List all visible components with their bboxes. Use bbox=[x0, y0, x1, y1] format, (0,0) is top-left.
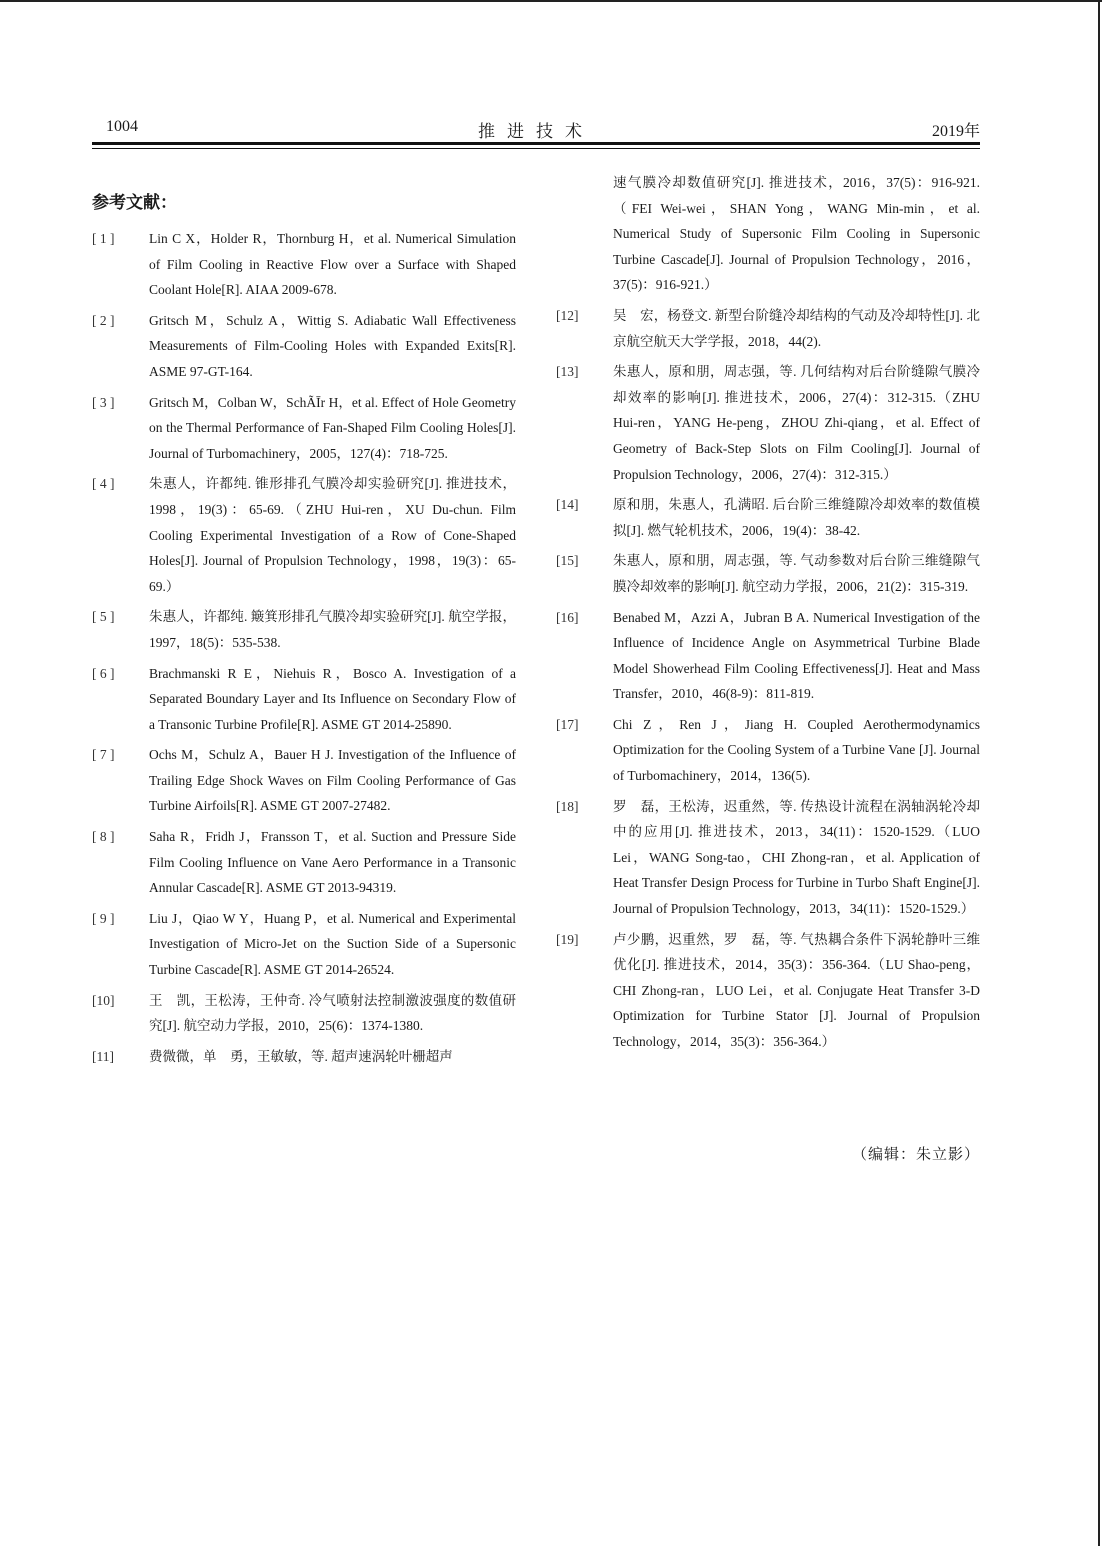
reference-number: [ 9 ] bbox=[92, 910, 115, 926]
page-number: 1004 bbox=[106, 118, 138, 135]
reference-text: 朱惠人，原和朋，周志强，等. 气动参数对后台阶三维缝隙气膜冷却效率的影响[J]. 航空动力学报，2006，21(2)：315-319. bbox=[613, 553, 980, 594]
reference-number: [ 3 ] bbox=[92, 394, 115, 410]
reference-text: 费微微，单 勇，王敏敏，等. 超声速涡轮叶栅超声 bbox=[149, 1048, 453, 1064]
reference-item bbox=[92, 604, 516, 655]
reference-number: [16] bbox=[556, 609, 579, 625]
reference-number: [17] bbox=[556, 716, 579, 732]
page-header bbox=[92, 116, 980, 142]
references-right-column bbox=[556, 170, 980, 1060]
reference-text: Saha R，Fridh J，Fransson T，et al. Suction and Pressure Side Film Cooling Influence on Vane Aero Performance in a Transonic Annular Cascade[R]. ASME GT 2013-94319. bbox=[149, 829, 516, 896]
reference-item bbox=[92, 471, 516, 599]
reference-text: Gritsch M，Schulz A，Wittig S. Adiabatic Wall Effectiveness Measurements of Film-Cooling Holes with Expanded Exits[R]. ASME 97-GT-164. bbox=[149, 312, 516, 379]
references-left-column bbox=[92, 226, 516, 1074]
reference-text: Gritsch M，Colban W，SchÃĪr H，et al. Effect of Hole Geometry on the Thermal Performance of Fan-Shaped Film Cooling Holes[J]. Journal of Turbomachinery，2005，127(4)：718-725. bbox=[149, 394, 516, 461]
reference-number: [11] bbox=[92, 1048, 114, 1064]
reference-item bbox=[556, 303, 980, 354]
reference-number: [12] bbox=[556, 307, 579, 323]
reference-item bbox=[556, 492, 980, 543]
reference-number: [14] bbox=[556, 497, 579, 513]
publication-year: 2019年 bbox=[931, 123, 980, 140]
reference-text: 罗 磊，王松涛，迟重然，等. 传热设计流程在涡轴涡轮冷却中的应用[J]. 推进技术，2013，34(11)：1520-1529.（LUO Lei，WANG Song-tao，CHI Zhong-ran，et al. Application of Heat Transfer Design Process for Turbine in Turbo Shaft Engine[J]. Journal of Propulsion Technology，2013，34(11)：1520-1529.） bbox=[613, 798, 980, 917]
reference-item bbox=[556, 927, 980, 1055]
reference-item bbox=[92, 390, 516, 467]
reference-item bbox=[92, 661, 516, 738]
reference-number: [15] bbox=[556, 553, 579, 569]
reference-number: [ 5 ] bbox=[92, 609, 115, 625]
editor-credit: （编辑：朱立影） bbox=[851, 1145, 980, 1163]
reference-item bbox=[92, 226, 516, 303]
reference-text: Benabed M，Azzi A，Jubran B A. Numerical Investigation of the Influence of Incidence Angle on Asymmetrical Turbine Blade Model Showerhead Film Cooling Effectiveness[J]. Heat and Mass Transfer，2010，46(8-9)：811-819. bbox=[613, 609, 980, 702]
reference-text: 王 凯，王松涛，王仲奇. 冷气喷射法控制激波强度的数值研究[J]. 航空动力学报，2010，25(6)：1374-1380. bbox=[149, 992, 516, 1034]
top-border-line bbox=[0, 0, 1102, 2]
reference-number: [ 2 ] bbox=[92, 312, 115, 328]
reference-text: 朱惠人，许都纯. 锥形排孔气膜冷却实验研究[J]. 推进技术，1998，19(3)：65-69.（ZHU Hui-ren，XU Du-chun. Film Cooling Experimental Investigation of a Row of Cone-Shaped Holes[J]. Journal of Propulsion Technology，1998，19(3)：65-69.） bbox=[149, 476, 516, 594]
reference-text: 原和朋，朱惠人，孔满昭. 后台阶三维缝隙冷却效率的数值模拟[J]. 燃气轮机技术，2006，19(4)：38-42. bbox=[613, 497, 980, 538]
journal-name: 推进技术 bbox=[478, 122, 594, 142]
reference-item bbox=[556, 548, 980, 599]
reference-item bbox=[92, 824, 516, 901]
reference-item bbox=[92, 988, 516, 1039]
reference-text: Lin C X，Holder R，Thornburg H，et al. Numerical Simulation of Film Cooling in Reactive Flow over a Surface with Shaped Coolant Hole[R]. AIAA 2009-678. bbox=[149, 231, 516, 298]
reference-text: Ochs M，Schulz A，Bauer H J. Investigation of the Influence of Trailing Edge Shock Waves on Film Cooling Performance of Gas Turbine Airfoils[R]. ASME GT 2007-27482. bbox=[149, 747, 516, 814]
reference-item bbox=[92, 1044, 516, 1070]
reference-number: [18] bbox=[556, 798, 579, 814]
reference-number: [ 8 ] bbox=[92, 829, 115, 845]
reference-item bbox=[556, 605, 980, 707]
reference-text: Chi Z，Ren J，Jiang H. Coupled Aerothermodynamics Optimization for the Cooling System of a Turbine Vane [J]. Journal of Turbomachinery，2014，136(5). bbox=[613, 716, 980, 784]
reference-item bbox=[556, 794, 980, 922]
reference-item bbox=[556, 712, 980, 789]
reference-item-continued bbox=[556, 170, 980, 298]
reference-number: [13] bbox=[556, 364, 579, 380]
reference-number: [ 1 ] bbox=[92, 231, 115, 246]
references-heading: 参考文献： bbox=[92, 193, 177, 213]
reference-item bbox=[92, 906, 516, 983]
right-border-line bbox=[1098, 0, 1100, 1546]
reference-text: 吴 宏，杨登文. 新型台阶缝冷却结构的气动及冷却特性[J]. 北京航空航天大学学报，2018，44(2). bbox=[613, 307, 980, 349]
reference-text: Brachmanski R E，Niehuis R，Bosco A. Investigation of a Separated Boundary Layer and Its Influence on Secondary Flow of a Transonic Turbine Profile[R]. ASME GT 2014-25890. bbox=[149, 665, 516, 732]
reference-number: [ 7 ] bbox=[92, 747, 115, 763]
reference-text: Liu J，Qiao W Y，Huang P，et al. Numerical and Experimental Investigation of Micro-Jet on the Suction Side of a Supersonic Turbine Cascade[R]. ASME GT 2014-26524. bbox=[149, 910, 516, 978]
header-rule-thick bbox=[92, 142, 980, 145]
reference-number: [19] bbox=[556, 931, 579, 947]
reference-number: [10] bbox=[92, 992, 115, 1008]
reference-text: 速气膜冷却数值研究[J]. 推进技术，2016，37(5)：916-921.（FEI Wei-wei，SHAN Yong，WANG Min-min，et al. Numerical Study of Supersonic Film Cooling in Supersonic Turbine Cascade[J]. Journal of Propulsion Technology，2016，37(5)：916-921.） bbox=[613, 175, 980, 293]
reference-item bbox=[92, 742, 516, 819]
header-rule-thin bbox=[92, 148, 980, 149]
reference-text: 朱惠人，许都纯. 簸箕形排孔气膜冷却实验研究[J]. 航空学报，1997，18(5)：535-538. bbox=[149, 609, 516, 650]
reference-text: 卢少鹏，迟重然，罗 磊，等. 气热耦合条件下涡轮静叶三维优化[J]. 推进技术，2014，35(3)：356-364.（LU Shao-peng，CHI Zhong-ran，LUO Lei，et al. Conjugate Heat Transfer 3-D Optimization for Turbine Stator [J]. Journal of Propulsion Technology，2014，35(3)：356-364.） bbox=[613, 931, 980, 1049]
reference-number: [ 4 ] bbox=[92, 476, 115, 492]
reference-number: [ 6 ] bbox=[92, 665, 115, 681]
reference-item bbox=[556, 359, 980, 487]
reference-text: 朱惠人，原和朋，周志强，等. 几何结构对后台阶缝隙气膜冷却效率的影响[J]. 推进技术，2006，27(4)：312-315.（ZHU Hui-ren，YANG He-peng，ZHOU Zhi-qiang，et al. Effect of Geometry of Back-Step Slots on Film Cooling[J]. Journal of Propulsion Technology，2006，27(4)：312-315.） bbox=[613, 364, 980, 482]
reference-item bbox=[92, 308, 516, 385]
